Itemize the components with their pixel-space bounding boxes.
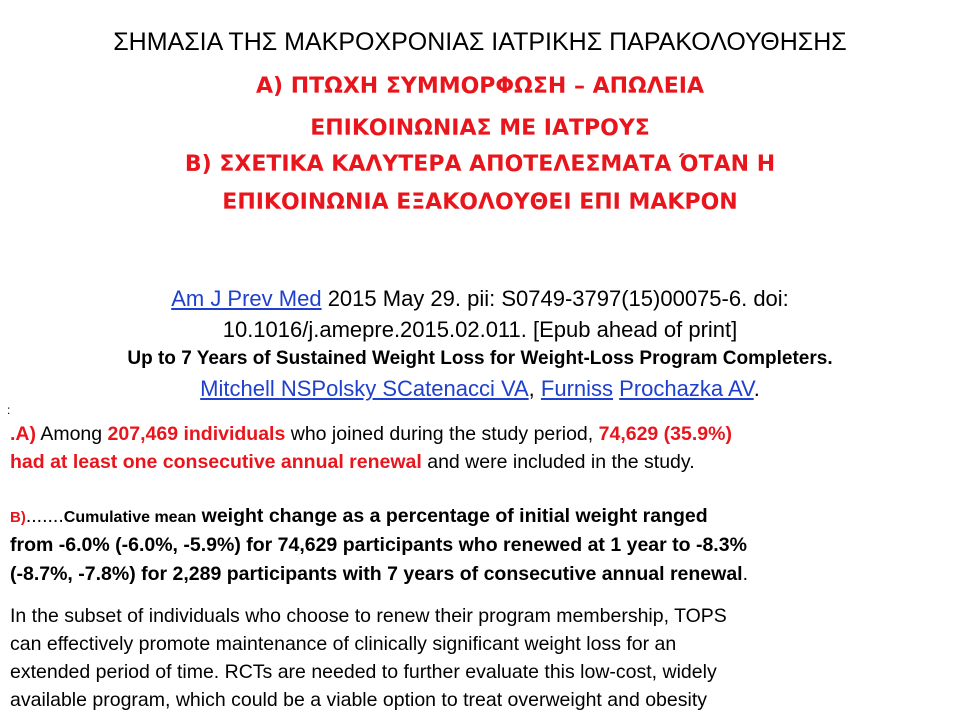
finding-b-line-3: [10, 563, 748, 586]
finding-a-line-2: [10, 451, 695, 474]
finding-b-line-1: [10, 505, 708, 528]
author-link[interactable]: Catenacci VA: [397, 376, 529, 401]
finding-b-line-2: from -6.0% (-6.0%, -5.9%) for 74,629 participants who renewed at 1 year to -8.3%: [10, 534, 747, 556]
conclusion-line-3: extended period of time. RCTs are needed to further evaluate this low-cost, widely: [10, 661, 717, 683]
conclusion-line-2: can effectively promote maintenance of clinically significant weight loss for an: [10, 633, 677, 655]
author-separator: ,: [528, 376, 541, 401]
conclusion-line-1: In the subset of individuals who choose to renew their program membership, TOPS: [10, 605, 727, 627]
finding-b-text: weight change as a percentage of initial weight ranged: [196, 505, 708, 527]
finding-b-dots: .......: [25, 505, 64, 527]
author-link[interactable]: Prochazka AV: [619, 376, 754, 401]
finding-b-end: .: [742, 563, 749, 585]
finding-b-label: B): [10, 509, 26, 526]
finding-b-text: (-8.7%, -7.8%) for 2,289 participants with 7 years of consecutive annual renewal: [10, 563, 743, 585]
finding-b-cumulative: Cumulative mean: [63, 509, 197, 526]
finding-a-text: Among: [36, 423, 108, 445]
finding-a-individuals: individuals: [178, 423, 286, 445]
finding-a-renewal: had at least one consecutive annual renewal: [10, 451, 422, 473]
author-link[interactable]: Furniss: [540, 376, 614, 401]
finding-a-count: 207,469: [107, 423, 179, 445]
point-b-line-1: Β) ΣΧΕΤΙΚΑ ΚΑΛΥΤΕΡΑ ΑΠΟΤΕΛΕΣΜΑΤΑ ΌΤΑΝ Η: [184, 152, 776, 177]
authors-end: .: [753, 376, 760, 401]
citation-line-1: [0, 286, 960, 312]
finding-a-renewed: 74,629 (35.9%): [598, 423, 732, 445]
author-link[interactable]: Polsky S: [311, 376, 398, 401]
author-link[interactable]: Mitchell NS: [200, 376, 312, 401]
point-a-line-1: Α) ΠΤΩΧΗ ΣΥΜΜΟΡΦΩΣΗ – ΑΠΩΛΕΙΑ: [255, 74, 705, 99]
finding-a-line-1: [10, 423, 732, 446]
point-a-line-2: ΕΠΙΚΟΙΝΩΝΙΑΣ ΜΕ ΙΑΤΡΟΥΣ: [310, 116, 650, 141]
finding-a-text: and were included in the study.: [421, 451, 695, 473]
journal-link[interactable]: Am J Prev Med: [171, 286, 322, 311]
citation-ref: 2015 May 29. pii: S0749-3797(15)00075-6. doi:: [321, 286, 789, 311]
finding-a-label: .A): [10, 423, 36, 445]
point-b-line-2: ΕΠΙΚΟΙΝΩΝΙΑ ΕΞΑΚΟΛΟΥΘΕΙ ΕΠΙ ΜΑΚΡΟΝ: [222, 190, 738, 215]
conclusion-line-4: available program, which could be a viable option to treat overweight and obesity: [10, 689, 708, 711]
slide-title: ΣΗΜΑΣΙΑ ΤΗΣ ΜΑΚΡΟΧΡΟΝΙΑΣ ΙΑΤΡΙΚΗΣ ΠΑΡΑΚΟΛΟΥΘΗΣΗΣ: [113, 28, 847, 56]
article-title: Up to 7 Years of Sustained Weight Loss for Weight-Loss Program Completers.: [127, 348, 833, 369]
author-list: [0, 376, 960, 402]
finding-a-text: who joined during the study period,: [285, 423, 599, 445]
colon-mark: :: [7, 403, 11, 417]
citation-line-2: 10.1016/j.amepre.2015.02.011. [Epub ahead of print]: [222, 317, 738, 342]
